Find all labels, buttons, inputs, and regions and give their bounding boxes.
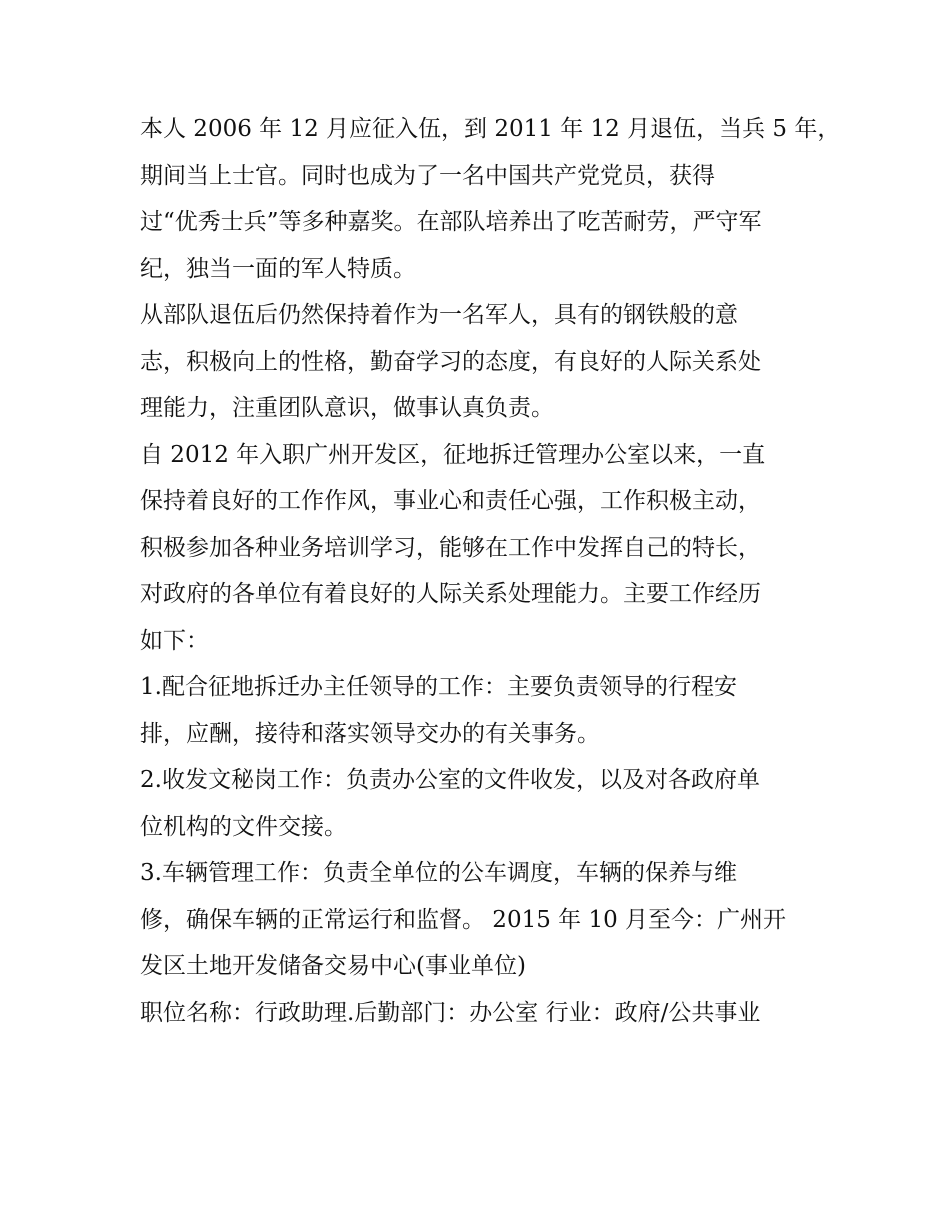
paragraph-3-line-2: 保持着良好的工作作风，事业心和责任心强，工作积极主动， xyxy=(140,488,761,514)
paragraph-4-line-1: 1.配合征地拆迁办主任领导的工作：主要负责领导的行程安 xyxy=(140,674,737,700)
paragraph-2-line-2: 志，积极向上的性格，勤奋学习的态度，有良好的人际关系处 xyxy=(140,348,761,375)
paragraph-5-line-1: 2.收发文秘岗工作：负责办公室的文件收发，以及对各政府单 xyxy=(140,767,760,793)
paragraph-1-line-2: 期间当上士官。同时也成为了一名中国共产党党员，获得 xyxy=(140,162,715,189)
document-body xyxy=(140,106,841,1036)
paragraph-2-line-1: 从部队退伍后仍然保持着作为一名军人，具有的钢铁般的意 xyxy=(140,302,738,328)
paragraph-3-line-4: 对政府的各单位有着良好的人际关系处理能力。主要工作经历 xyxy=(140,581,761,607)
paragraph-5-line-2: 位机构的文件交接。 xyxy=(140,813,347,840)
paragraph-3-line-3: 积极参加各种业务培训学习，能够在工作中发挥自己的特长， xyxy=(140,534,761,561)
paragraph-4-line-2: 排，应酬，接待和落实领导交办的有关事务。 xyxy=(140,720,600,747)
paragraph-6-line-1: 3.车辆管理工作：负责全单位的公车调度，车辆的保养与维 xyxy=(140,860,737,886)
paragraph-6-line-3: 发区土地开发储备交易中心(事业单位) xyxy=(140,953,526,979)
paragraph-6-line-2: 修，确保车辆的正常运行和监督。 2015 年 10 月至今：广州开 xyxy=(140,906,787,933)
paragraph-3-line-1: 自 2012 年入职广州开发区，征地拆迁管理办公室以来，一直 xyxy=(140,441,766,468)
paragraph-1-line-1: 本人 2006 年 12 月应征入伍，到 2011 年 12 月退伍，当兵 5 年， xyxy=(140,116,841,142)
paragraph-1-line-3: 过“优秀士兵”等多种嘉奖。在部队培养出了吃苦耐劳，严守军 xyxy=(140,209,762,235)
paragraph-3-line-5: 如下： xyxy=(140,627,209,654)
paragraph-7-line-1: 职位名称：行政助理.后勤部门：办公室 行业：政府/公共事业 xyxy=(140,999,761,1026)
paragraph-1-line-4: 纪，独当一面的军人特质。 xyxy=(140,255,416,282)
paragraph-2-line-3: 理能力，注重团队意识，做事认真负责。 xyxy=(140,395,554,421)
